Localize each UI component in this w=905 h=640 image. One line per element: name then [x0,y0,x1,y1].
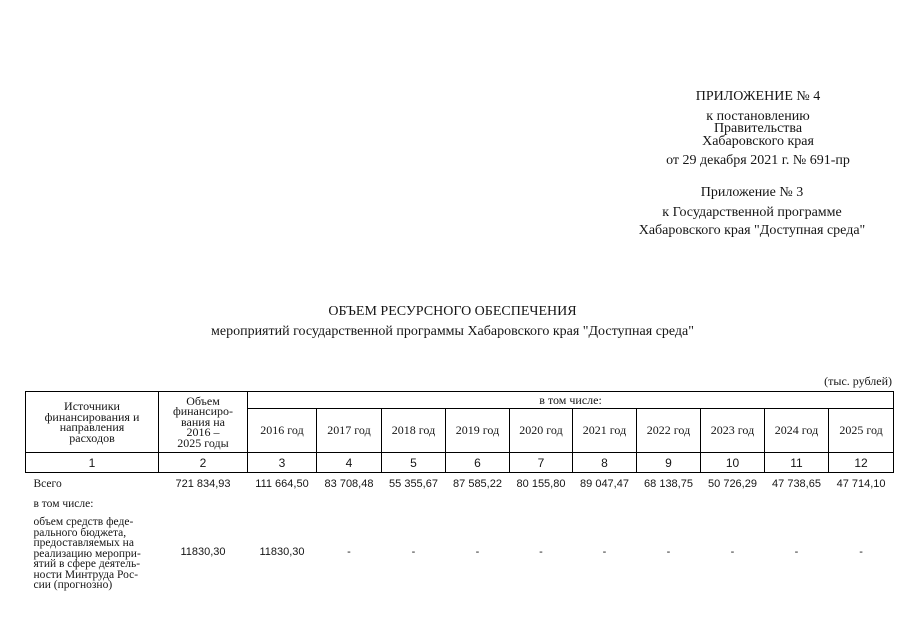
row-value-2017: 83 708,48 [324,478,374,490]
source-header-line: финансирования и [44,409,140,424]
empty-cells [159,495,894,513]
appendix-line: Хабаровского края "Доступная среда" [638,223,866,238]
year-header-2021: 2021 год [573,409,637,453]
row-label-line: ятий в сфере деятель- [33,558,141,570]
row-value-2022: - [666,545,671,558]
year-header-2016: 2016 год [248,409,317,453]
table-row [26,495,894,513]
approval-date: от 29 декабря 2021 г. № 691-пр [666,153,850,168]
row-value-2016: 111 664,50 [255,478,309,490]
row-label-including: в том числе: [33,498,94,510]
including-header: в том числе: [248,392,894,409]
total-header-line: 2025 годы [177,435,229,450]
row-value-total-all: 11830,30 [180,545,226,558]
row-value-2018: - [411,545,416,558]
source-header-line: Источники [64,399,120,413]
appendix-line: к Государственной программе [662,205,842,220]
row-value-2022: 68 138,75 [644,478,693,490]
approval-line: к постановлению [706,109,810,124]
column-number-11: 11 [765,453,829,473]
total-header-line: Объем [186,393,220,408]
column-number-4: 4 [317,453,382,473]
column-number-3: 3 [248,453,317,473]
row-value-2016: 11830,30 [259,545,305,558]
approval-line: Правительства [713,121,803,136]
row-value-total-all: 721 834,93 [175,478,231,490]
row-value-2024: - [794,545,799,558]
row-label-line: предоставляемых на [33,537,134,549]
column-number-12: 12 [829,453,894,473]
source-header-line: расходов [69,430,115,445]
year-header-2018: 2018 год [382,409,446,453]
year-header-2020: 2020 год [510,409,573,453]
column-number-6: 6 [446,453,510,473]
row-value-2017: - [347,545,351,558]
year-header-2022: 2022 год [637,409,701,453]
column-number-1: 1 [26,453,159,473]
row-label-line: ности Минтруда Рос- [33,568,139,581]
total-header-line: вания на [181,414,225,429]
units-label: (тыс. рублей) [824,374,892,388]
total-header [159,392,248,453]
column-number-10: 10 [701,453,765,473]
column-number-2: 2 [159,453,248,473]
row-value-2024: 47 738,65 [772,478,821,490]
year-header-2019: 2019 год [446,409,510,453]
row-value-2025: 47 714,10 [836,478,886,490]
row-label-line: реализацию меропри- [33,547,141,560]
total-header-line: финансиро- [172,404,234,419]
row-value-2019: 87 585,22 [453,478,502,490]
source-header-line: направления [59,420,125,434]
table-row [26,473,894,496]
row-value-2025: - [859,545,863,558]
row-value-2019: - [475,545,480,558]
row-label-federal [26,513,159,591]
source-header [26,392,159,453]
resource-table [25,391,894,591]
document-subtitle: мероприятий государственной программы Хабаровского края "Доступная среда" [211,324,694,339]
row-value-2023: 50 726,29 [708,478,757,490]
document-title: ОБЪЕМ РЕСУРСНОГО ОБЕСПЕЧЕНИЯ [328,304,577,319]
table-row [26,513,894,591]
row-value-2020: - [539,545,543,558]
row-label-line: рального бюджета, [33,526,127,539]
approval-line: Хабаровского края [702,134,814,149]
appendix-title: Приложение № 3 [700,185,804,200]
year-header-2025: 2025 год [829,409,894,453]
row-label-line: объем средств феде- [33,516,134,528]
column-number-9: 9 [637,453,701,473]
row-value-2018: 55 355,67 [389,478,438,490]
approval-title: ПРИЛОЖЕНИЕ № 4 [695,89,821,104]
year-header-2024: 2024 год [765,409,829,453]
column-number-7: 7 [510,453,573,473]
column-number-8: 8 [573,453,637,473]
row-value-2021: 89 047,47 [580,478,629,490]
total-header-line: 2016 – [186,425,220,440]
row-label-total: Всего [33,478,62,490]
row-value-2020: 80 155,80 [516,478,566,490]
column-number-5: 5 [382,453,446,473]
year-header-2023: 2023 год [701,409,765,453]
row-value-2023: - [730,545,735,558]
year-header-2017: 2017 год [317,409,382,453]
row-label-line: сии (прогнозно) [33,579,113,591]
row-value-2021: - [602,545,607,558]
